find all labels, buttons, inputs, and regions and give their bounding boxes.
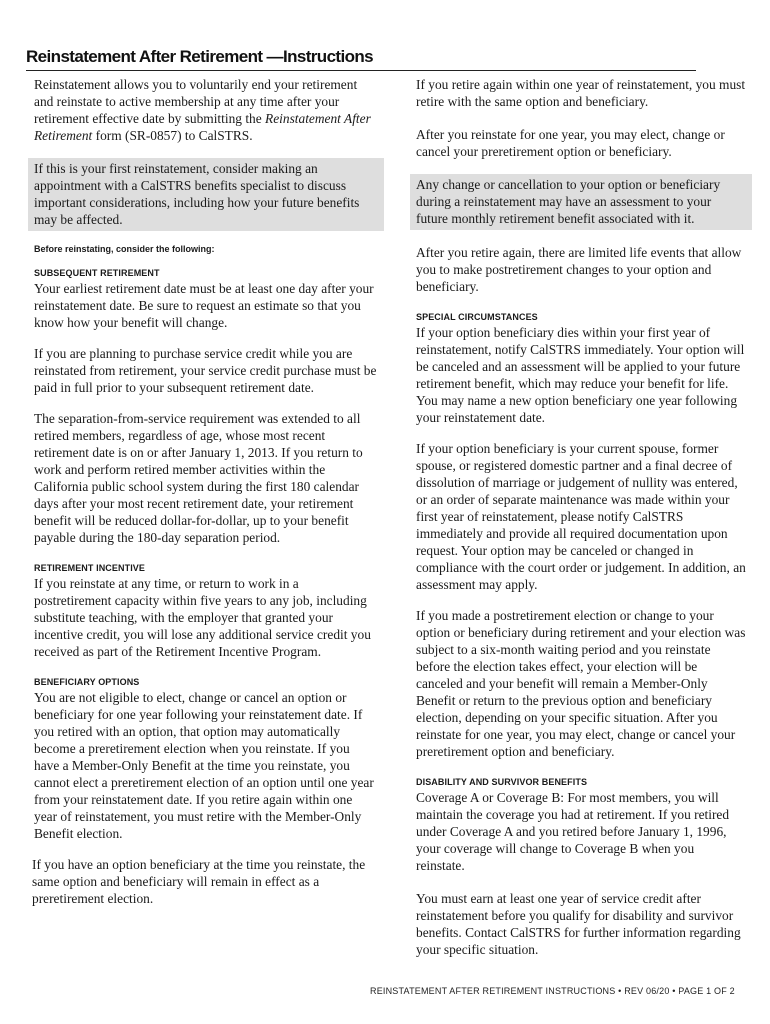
disability-paragraph-1: Coverage A or Coverage B: For most members, you will maintain the coverage you had at retirement. If you retired under Coverage A and you retired before January 1, 1996, your coverage will change to Coverage B when you reinstate. bbox=[416, 790, 730, 873]
first-reinstatement-callout: If this is your first reinstatement, consider making an appointment with a CalSTRS benefits specialist to discuss important considerations, including how your future benefits may be affected. bbox=[28, 158, 384, 231]
assessment-callout: Any change or cancellation to your option or beneficiary during a reinstatement may have an assessment to your future monthly retirement benefit associated with it. bbox=[410, 174, 752, 230]
left-column bbox=[34, 76, 378, 907]
options-paragraph-1: You are not eligible to elect, change or cancel an option or beneficiary for one year following your reinstatement date. If you retired with an option, that option may automatically become a preretirement election when you reinstate. If you have a Member-Only Benefit at the time you reinstate, you cannot elect a preretirement election of an option until one year from your reinstatement date. If you retire again within one year of reinstatement, you must retire with the Member-Only Benefit election. bbox=[34, 690, 374, 841]
special-circumstances-heading: SPECIAL CIRCUMSTANCES bbox=[416, 312, 538, 322]
disability-survivor-heading: DISABILITY AND SURVIVOR BENEFITS bbox=[416, 777, 588, 787]
right-paragraph-1: If you retire again within one year of reinstatement, you must retire with the same option and beneficiary. bbox=[416, 77, 746, 109]
intro-text: Reinstatement allows you to voluntarily end your retirement and reinstate to active membership at any time after your retirement effective date by submitting the bbox=[34, 77, 358, 126]
right-column bbox=[416, 76, 746, 958]
subsequent-retirement-heading: SUBSEQUENT RETIREMENT bbox=[34, 268, 160, 278]
options-paragraph-2: If you have an option beneficiary at the time you reinstate, the same option and beneficiary will remain in effect as a preretirement election. bbox=[32, 857, 366, 906]
subsequent-paragraph-2: If you are planning to purchase service credit while you are reinstated from retirement, your service credit purchase must be paid in full prior to your subsequent retirement date. bbox=[34, 346, 377, 395]
intro-text-end: form (SR-0857) to CalSTRS. bbox=[92, 128, 253, 143]
subsequent-paragraph-3: The separation-from-service requirement was extended to all retired members, regardless of age, whose most recent retirement date is on or after January 1, 2013. If you return to work and perform retired member activities within the California public school system during the first 180 calendar days after your most recent retirement date, your retirement benefit will be reduced dollar-for-dollar, up to your benefit payable during the 180-day separation period. bbox=[34, 411, 363, 545]
retirement-incentive-heading: RETIREMENT INCENTIVE bbox=[34, 563, 146, 573]
incentive-paragraph: If you reinstate at any time, or return to work in a postretirement capacity within five years to any job, including substitute teaching, with the employer that granted your incentive credit, you will lose any additional service credit you received as part of the Retirement Incentive Program. bbox=[34, 576, 371, 659]
special-paragraph-2: If your option beneficiary is your current spouse, former spouse, or registered domestic partner and a final decree of dissolution of marriage or judgement of nullity was entered, or an order of separate maintenance was made within your first year of reinstatement, please notify CalSTRS immediately and provide all required documentation upon request. Your option may be canceled or changed in compliance with the court order or judgement. In addition, an assessment may apply. bbox=[416, 441, 746, 592]
right-paragraph-3: After you retire again, there are limited life events that allow you to make postretirement changes to your option and beneficiary. bbox=[416, 245, 742, 294]
page-footer: REINSTATEMENT AFTER RETIREMENT INSTRUCTIONS • REV 06/20 • PAGE 1 OF 2 bbox=[370, 986, 735, 996]
beneficiary-options-heading: BENEFICIARY OPTIONS bbox=[34, 677, 140, 687]
before-reinstating-label: Before reinstating, consider the following: bbox=[34, 244, 215, 254]
disability-paragraph-2: You must earn at least one year of service credit after reinstatement before you qualify for disability and survivor benefits. Contact CalSTRS for further information regarding your specific situation. bbox=[416, 891, 741, 957]
subsequent-paragraph-1: Your earliest retirement date must be at least one day after your reinstatement date. Be sure to request an estimate so that you know how your benefit will change. bbox=[34, 281, 374, 330]
special-paragraph-3: If you made a postretirement election or change to your option or beneficiary during retirement and your election was subject to a six-month waiting period and you reinstate before the election takes effect, your election will be canceled and your benefit will remain a Member-Only Benefit or return to the previous option and beneficiary election, depending on your specific situation. After you reinstate for one year, you may elect, change or cancel your preretirement option and beneficiary. bbox=[416, 608, 746, 759]
right-paragraph-2: After you reinstate for one year, you may elect, change or cancel your preretirement option or beneficiary. bbox=[416, 127, 725, 159]
page-title: Reinstatement After Retirement —Instructions bbox=[26, 46, 696, 71]
form-name: Reinstatement After Retirement bbox=[34, 111, 371, 143]
intro-paragraph bbox=[34, 76, 378, 144]
special-paragraph-1: If your option beneficiary dies within your first year of reinstatement, notify CalSTRS immediately. Your option will be canceled and an assessment will be applied to your future retirement benefit, which may reduce your benefit for life. You may name a new option beneficiary one year following your reinstatement date. bbox=[416, 325, 745, 425]
